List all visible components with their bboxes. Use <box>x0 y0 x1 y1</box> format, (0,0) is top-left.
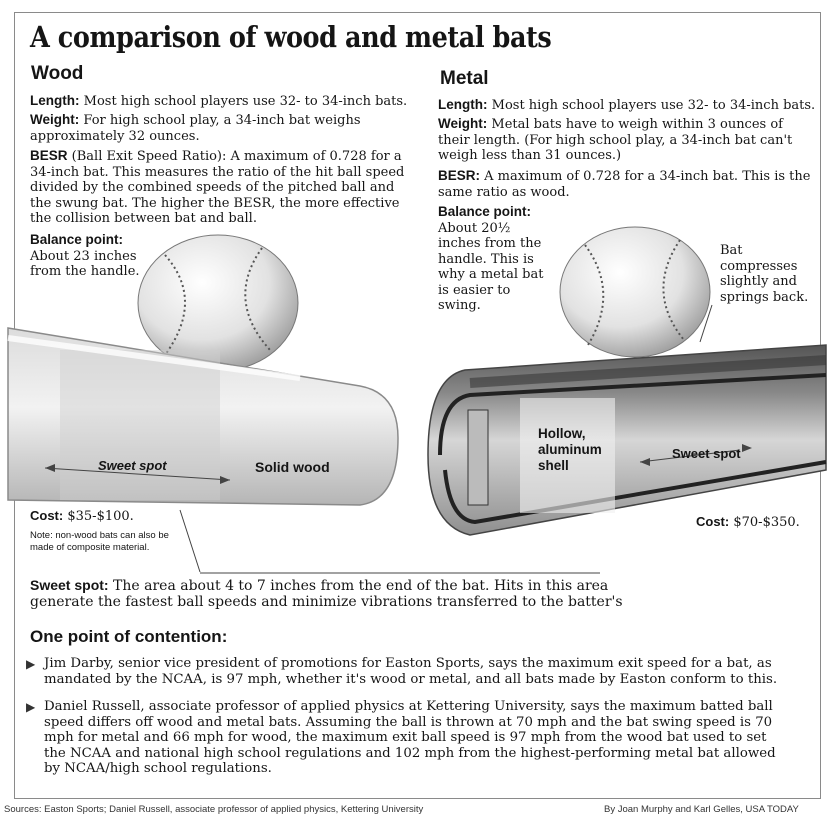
wood-cost: Cost: $35-$100. <box>30 508 134 524</box>
bullet-marker-1: ▶ <box>26 657 36 671</box>
contention-heading: One point of contention: <box>30 627 228 646</box>
bullet-marker-2: ▶ <box>26 700 36 714</box>
metal-cost: Cost: $70-$350. <box>696 514 800 530</box>
metal-baseball <box>560 227 710 357</box>
contention-bullet-2: Daniel Russell, associate professor of applied physics at Kettering University, says the maximum batted ball speed differs off wood and metal bats. Assuming the ball is thrown at 70 mph and the bat swing speed is 70 mph for metal and 66 mph for wood, the maximum exit ball speed is 97 mph from the wood bat used to set the NCAA and national high school regulations and 102 mph from the highest-performing metal bat allowed by NCAA/high school regulations. <box>44 699 776 776</box>
wood-besr: BESR (Ball Exit Speed Ratio): A maximum of 0.728 for a 34-inch bat. This measures the ratio of the hit ball speed divided by the combined speeds of the pitched ball and the swung bat. The higher the BESR, the more effective the collision between bat and ball. <box>30 148 405 226</box>
metal-besr: BESR: A maximum of 0.728 for a 34-inch bat. This is the same ratio as wood. <box>438 168 811 200</box>
metal-weight: Weight: Metal bats have to weigh within 3 ounces of their length. (For high school play, a 34-inch bat can't weigh less than 31 ounces.) <box>438 116 793 163</box>
sweet-spot-definition: Sweet spot: The area about 4 to 7 inches from the end of the bat. Hits in this area generate the fastest ball speeds and minimize vibrations transferred to the batter's <box>30 577 623 610</box>
contention-bullet-1: Jim Darby, senior vice president of promotions for Easton Sports, says the maximum exit speed for a bat, as mandated by the NCAA, is 97 mph, whether it's wood or metal, and all bats made by Easton conform to this. <box>44 656 778 687</box>
sources-credit: Sources: Easton Sports; Daniel Russell, associate professor of applied physics, Kettering University <box>4 804 424 815</box>
wood-material-tag: Solid wood <box>255 459 330 475</box>
metal-sweet-spot-tag: Sweet spot <box>672 446 741 461</box>
metal-balance-point: Balance point: About 20½ inches from the handle. This is why a metal bat is easier to swing. <box>438 204 544 313</box>
wood-balance-point: Balance point: About 23 inches from the handle. <box>30 232 140 279</box>
wood-length: Length: Most high school players use 32- to 34-inch bats. <box>30 93 408 109</box>
page-title: A comparison of wood and metal bats <box>30 20 552 54</box>
wood-sweet-spot-tag: Sweet spot <box>98 458 167 473</box>
metal-length: Length: Most high school players use 32- to 34-inch bats. <box>438 97 816 113</box>
wood-weight: Weight: For high school play, a 34-inch bat weighs approximately 32 ounces. <box>30 112 361 144</box>
wood-note: Note: non-wood bats can also be made of composite material. <box>30 530 169 553</box>
byline: By Joan Murphy and Karl Gelles, USA TODAY <box>604 804 799 815</box>
wood-heading: Wood <box>31 63 84 84</box>
metal-compress-callout: Bat compresses slightly and springs back. <box>720 243 809 305</box>
metal-shell-tag: Hollow, aluminum shell <box>538 426 602 473</box>
metal-heading: Metal <box>440 68 489 89</box>
